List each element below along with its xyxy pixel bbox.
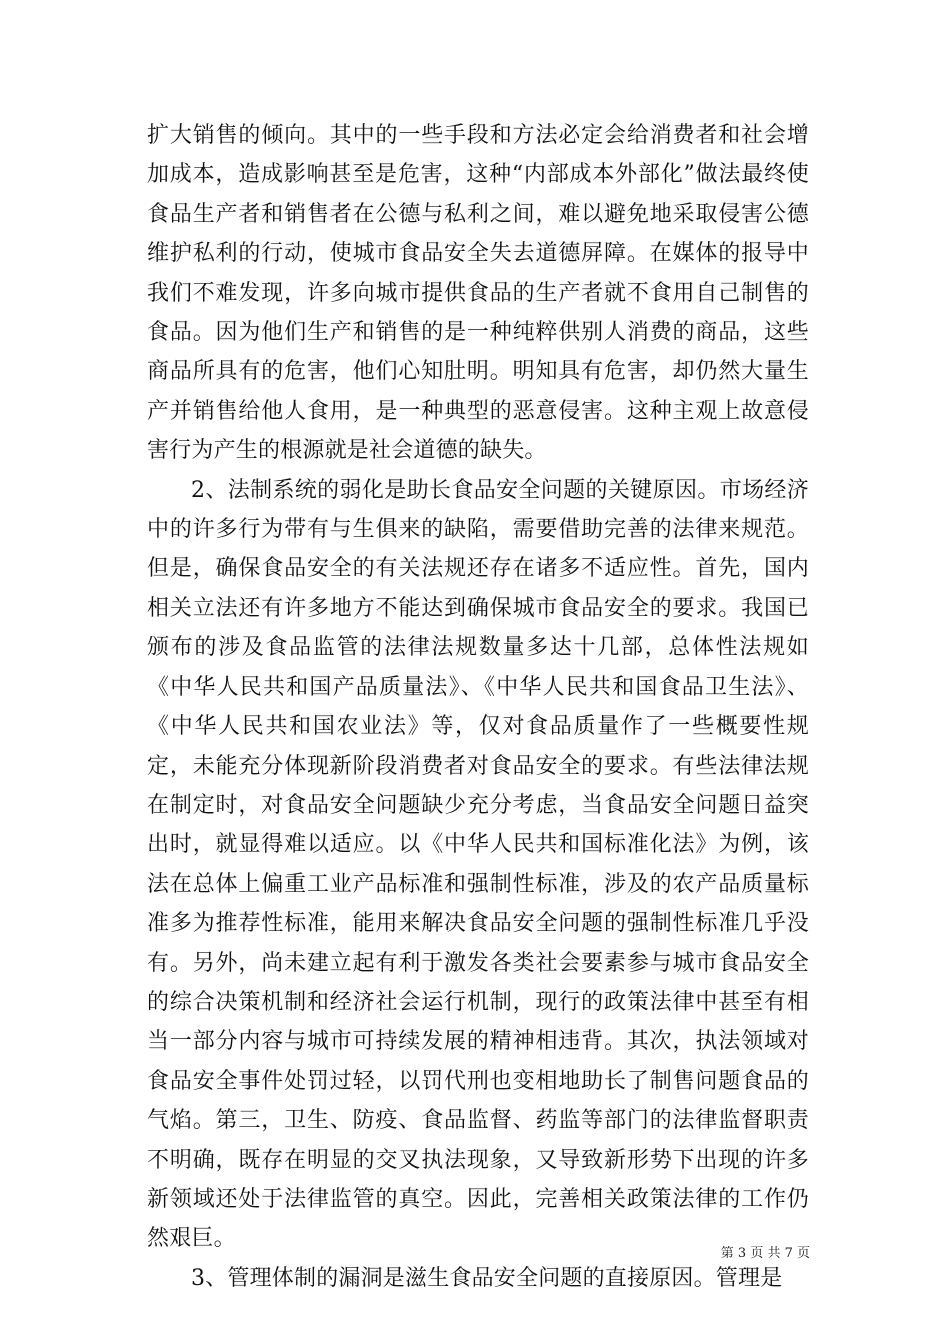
paragraph-legal-system: 2、法制系统的弱化是助长食品安全问题的关键原因。市场经济中的许多行为带有与生俱来的缺陷，需要借助完善的法律来规范。但是，确保食品安全的有关法规还存在诸多不适应性。首先，国内相关立法还有许多地方不能达到确保城市食品安全的要求。我国已颁布的涉及食品监管的法律法规数量多达十几部，总体性法规如《中华人民共和国产品质量法》、《中华人民共和国食品卫生法》、《中华人民共和国农业法》等，仅对食品质量作了一些概要性规定，未能充分体现新阶段消费者对食品安全的要求。有些法律法规在制定时，对食品安全问题缺少充分考虑，当食品安全问题日益突出时，就显得难以适应。以《中华人民共和国标准化法》为例，该法在总体上偏重工业产品标准和强制性标准，涉及的农产品质量标准多为推荐性标准，能用来解决食品安全问题的强制性标准几乎没有。另外，尚未建立起有利于激发各类社会要素参与城市食品安全的综合决策机制和经济社会运行机制，现行的政策法律中甚至有相当一部分内容与城市可持续发展的精神相违背。其次，执法领域对食品安全事件处罚过轻，以罚代刑也变相地助长了制售问题食品的气焰。第三，卫生、防疫、食品监督、药监等部门的法律监督职责不明确，既存在明显的交叉执法现象，又导致新形势下出现的许多新领域还处于法律监管的真空。因此，完善相关政策法律的工作仍然艰巨。	[147, 477, 809, 1252]
paragraph-moral-deficiency: 扩大销售的倾向。其中的一些手段和方法必定会给消费者和社会增加成本，造成影响甚至是危害，这种“内部成本外部化”做法最终使食品生产者和销售者在公德与私利之间，难以避免地采取侵害公德维护私利的行动，使城市食品安全失去道德屏障。在媒体的报导中我们不难发现，许多向城市提供食品的生产者就不食用自己制售的食品。因为他们生产和销售的是一种纯粹供别人消费的商品，这些商品所具有的危害，他们心知肚明。明知具有危害，却仍然大量生产并销售给他人食用，是一种典型的恶意侵害。这种主观上故意侵害行为产生的根源就是社会道德的缺失。	[147, 123, 809, 464]
page-number-footer: 第 3 页 共 7 页	[720, 1246, 810, 1261]
document-body	[147, 116, 809, 1298]
paragraph-management-system: 3、管理体制的漏洞是滋生食品安全问题的直接原因。管理是	[191, 1265, 783, 1291]
